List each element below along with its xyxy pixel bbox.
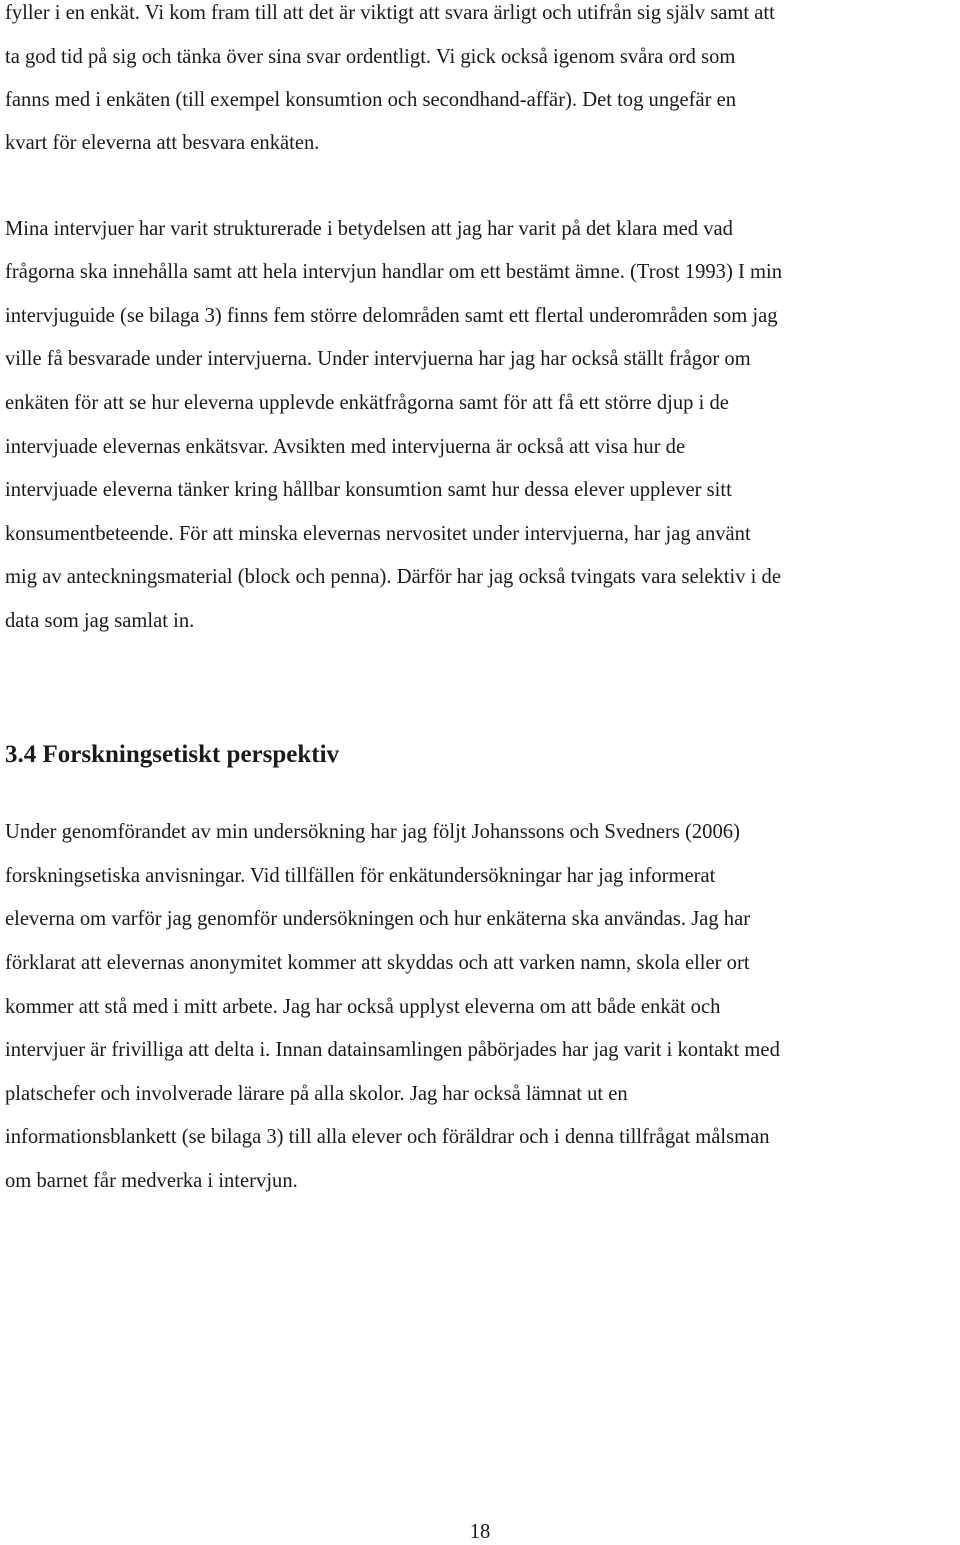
- text-line: Mina intervjuer har varit strukturerade i betydelsen att jag har varit på det klara med vad: [5, 218, 733, 240]
- text-line: fyller i en enkät. Vi kom fram till att det är viktigt att svara ärligt och utifrån sig själv samt att: [5, 2, 775, 24]
- text-line: enkäten för att se hur eleverna upplevde enkätfrågorna samt för att få ett större djup i de: [5, 392, 729, 414]
- text-line: ville få besvarade under intervjuerna. Under intervjuerna har jag har också ställt frågor om: [5, 348, 751, 370]
- text-line: forskningsetiska anvisningar. Vid tillfällen för enkätundersökningar har jag informerat: [5, 865, 716, 887]
- text-line: fanns med i enkäten (till exempel konsumtion och secondhand-affär). Det tog ungefär en: [5, 89, 737, 111]
- text-line: intervjuade eleverna tänker kring hållbar konsumtion samt hur dessa elever upplever sitt: [5, 479, 732, 501]
- text-line: om barnet får medverka i intervjun.: [5, 1170, 298, 1192]
- text-line: platschefer och involverade lärare på alla skolor. Jag har också lämnat ut en: [5, 1083, 628, 1105]
- text-line: intervjuer är frivilliga att delta i. Innan datainsamlingen påbörjades har jag varit i kontakt med: [5, 1039, 780, 1061]
- text-line: intervjuguide (se bilaga 3) finns fem större delområden samt ett flertal underområden som jag: [5, 305, 778, 327]
- text-line: frågorna ska innehålla samt att hela intervjun handlar om ett bestämt ämne. (Trost 1993) I min: [5, 261, 783, 283]
- text-line: intervjuade elevernas enkätsvar. Avsikten med intervjuerna är också att visa hur de: [5, 436, 686, 458]
- text-line: data som jag samlat in.: [5, 610, 195, 632]
- section-heading: 3.4 Forskningsetiskt perspektiv: [5, 741, 340, 768]
- text-line: konsumentbeteende. För att minska elevernas nervositet under intervjuerna, har jag använt: [5, 523, 751, 545]
- text-line: eleverna om varför jag genomför undersökningen och hur enkäterna ska användas. Jag har: [5, 908, 751, 930]
- text-line: ta god tid på sig och tänka över sina svar ordentligt. Vi gick också igenom svåra ord som: [5, 46, 736, 68]
- text-line: informationsblankett (se bilaga 3) till alla elever och föräldrar och i denna tillfrågat målsman: [5, 1126, 770, 1148]
- text-line: kommer att stå med i mitt arbete. Jag har också upplyst eleverna om att både enkät och: [5, 996, 721, 1018]
- text-line: kvart för eleverna att besvara enkäten.: [5, 132, 320, 154]
- text-line: förklarat att elevernas anonymitet kommer att skyddas och att varken namn, skola eller ort: [5, 952, 750, 974]
- page-number: 18: [469, 1521, 491, 1543]
- text-line: mig av anteckningsmaterial (block och penna). Därför har jag också tvingats vara selektiv i de: [5, 566, 781, 588]
- text-line: Under genomförandet av min undersökning har jag följt Johanssons och Svedners (2006): [5, 821, 740, 843]
